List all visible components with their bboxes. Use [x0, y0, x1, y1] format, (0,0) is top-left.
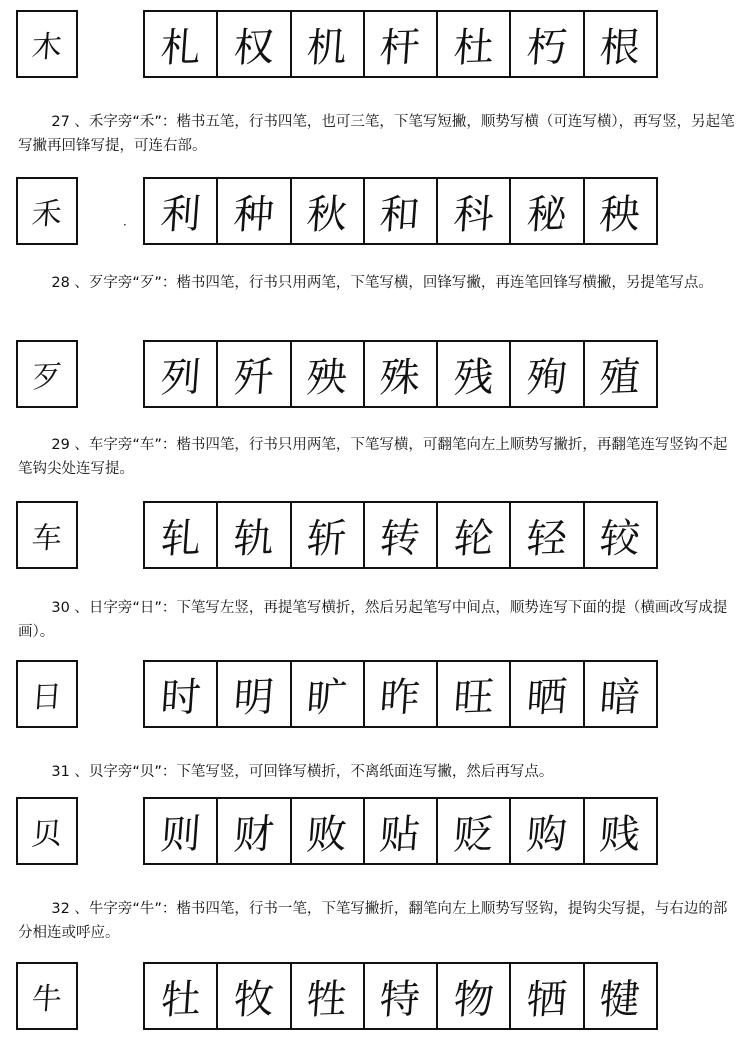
char-cell: 殖 — [583, 342, 656, 406]
section-description: 30 、日字旁“日”：下笔写左竖，再提笔写横折，然后另起笔写中间点，顺势连写下面的提（横画改写成提画）。 — [18, 600, 728, 640]
radical-box: 禾 — [16, 177, 78, 245]
char-cell: 暗 — [583, 662, 656, 726]
char-cell: 杜 — [436, 12, 509, 76]
char-cell: 晒 — [509, 662, 582, 726]
char-cell: 轧 — [158, 514, 203, 563]
char-cell: 贴 — [363, 799, 436, 863]
practice-row-niu — [0, 962, 750, 1036]
char-cell: 牲 — [290, 964, 363, 1028]
example-chars-grid — [143, 10, 658, 78]
char-cell: 特 — [363, 964, 436, 1028]
char-cell: 牧 — [216, 964, 289, 1028]
char-cell: 时 — [158, 673, 203, 722]
char-cell: 犍 — [583, 964, 656, 1028]
char-cell: 贬 — [436, 799, 509, 863]
practice-row-bei — [0, 797, 750, 871]
char-cell: 札 — [158, 23, 203, 72]
char-cell: 残 — [436, 342, 509, 406]
section-description: 31 、贝字旁“贝”：下笔写竖，可回锋写横折，不离纸面连写撇，然后再写点。 — [51, 764, 554, 780]
char-cell: 旺 — [436, 662, 509, 726]
section-description: 27 、禾字旁“禾”：楷书五笔，行书四笔，也可三笔，下笔写短撇，顺势写横（可连写横），再写竖，另起笔写撇再回锋写提，可连右部。 — [18, 114, 735, 154]
practice-row-ri — [0, 660, 750, 734]
char-cell: 财 — [216, 799, 289, 863]
section-description: 28 、歹字旁“歹”：楷书四笔，行书只用两笔，下笔写横，回锋写撇，再连笔回锋写横撇，另提笔写点。 — [51, 275, 713, 291]
example-chars-grid — [143, 340, 658, 408]
char-cell: 朽 — [509, 12, 582, 76]
char-cell: 明 — [216, 662, 289, 726]
char-cell: 昨 — [363, 662, 436, 726]
char-cell: 种 — [216, 179, 289, 243]
example-chars-grid — [143, 797, 658, 865]
radical-box: 牛 — [16, 962, 78, 1030]
radical-box: 木 — [16, 10, 78, 78]
example-chars-grid — [143, 501, 658, 569]
radical-box: 日 — [16, 660, 78, 728]
char-cell: 殊 — [363, 342, 436, 406]
section-description: 32 、牛字旁“牛”：楷书四笔，行书一笔，下笔写撇折，翻笔向左上顺势写竖钩，提钩尖写提，与右边的部分相连或呼应。 — [18, 901, 728, 941]
char-cell: 轨 — [216, 503, 289, 567]
char-cell: 根 — [583, 12, 656, 76]
char-cell: 殃 — [290, 342, 363, 406]
practice-row-mu — [0, 10, 750, 84]
char-cell: 物 — [436, 964, 509, 1028]
radical-box: 歹 — [16, 340, 78, 408]
example-chars-grid — [143, 660, 658, 728]
practice-row-he — [0, 177, 750, 251]
char-cell: 购 — [509, 799, 582, 863]
char-cell: 机 — [290, 12, 363, 76]
char-cell: 斩 — [290, 503, 363, 567]
char-cell: 败 — [290, 799, 363, 863]
char-cell: 轮 — [436, 503, 509, 567]
char-cell: 轻 — [509, 503, 582, 567]
example-chars-grid — [143, 962, 658, 1030]
radical-box: 车 — [16, 501, 78, 569]
char-cell: 歼 — [216, 342, 289, 406]
char-cell: 牺 — [509, 964, 582, 1028]
char-cell: 牡 — [158, 975, 203, 1024]
stray-mark-icon: · — [123, 218, 127, 232]
char-cell: 列 — [158, 353, 203, 402]
char-cell: 科 — [436, 179, 509, 243]
char-cell: 较 — [583, 503, 656, 567]
char-cell: 权 — [216, 12, 289, 76]
char-cell: 则 — [158, 810, 203, 859]
example-chars-grid — [143, 177, 658, 245]
char-cell: 转 — [363, 503, 436, 567]
char-cell: 旷 — [290, 662, 363, 726]
char-cell: 秧 — [583, 179, 656, 243]
section-description: 29 、车字旁“车”：楷书四笔，行书只用两笔，下笔写横，可翻笔向左上顺势写撇折，再翻笔连写竖钩不起笔钩尖处连写提。 — [18, 437, 728, 477]
char-cell: 利 — [158, 190, 203, 239]
char-cell: 秘 — [509, 179, 582, 243]
radical-box: 贝 — [16, 797, 78, 865]
char-cell: 秋 — [290, 179, 363, 243]
char-cell: 和 — [363, 179, 436, 243]
practice-row-dai — [0, 340, 750, 414]
char-cell: 殉 — [509, 342, 582, 406]
char-cell: 贱 — [583, 799, 656, 863]
char-cell: 杆 — [363, 12, 436, 76]
practice-row-che — [0, 501, 750, 575]
